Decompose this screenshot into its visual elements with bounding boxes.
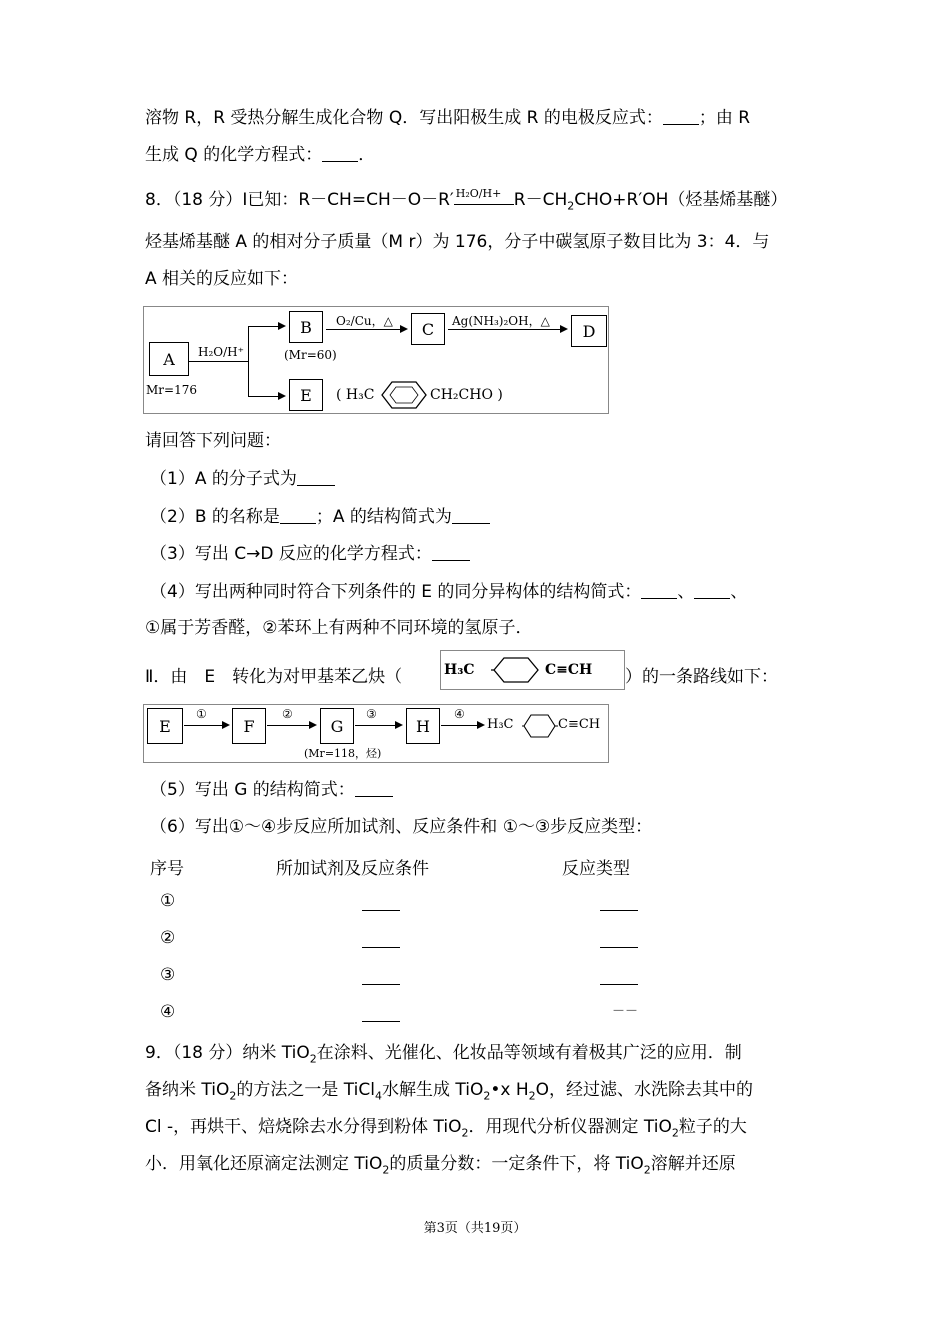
question-8-5: （5）写出 G 的结构简式： <box>150 779 393 801</box>
benzene-ring-icon <box>491 655 541 685</box>
connector-line <box>188 361 248 362</box>
B-mr-label: (Mr=60) <box>284 348 337 362</box>
text-line: 生成 Q 的化学方程式： ． <box>145 145 376 165</box>
reaction-type-na: －－ <box>612 1004 639 1019</box>
E-structure-right: CH₂CHO ) <box>430 387 503 403</box>
reaction-scheme-2 <box>143 704 609 763</box>
answer-blank <box>432 544 470 561</box>
answer-blank <box>362 1005 400 1022</box>
answer-blank <box>641 582 677 599</box>
table-header-number: 序号 <box>150 859 184 879</box>
arrow <box>184 725 228 726</box>
answer-blank <box>362 894 400 911</box>
answer-blank <box>663 108 699 125</box>
question-8-2: （2）B 的名称是 ；A 的结构简式为 <box>150 506 490 528</box>
answer-blank <box>362 931 400 948</box>
part-2-intro-tail: ）的一条路线如下： <box>625 667 778 687</box>
E-structure-left: ( H₃C <box>336 387 375 403</box>
compound-C-box: C <box>411 313 445 345</box>
arrow <box>355 725 401 726</box>
question-9-line-1: 9．（18 分）纳米 TiO$_2$在涂料、光催化、化妆品等领域有着极其广泛的应用．制 <box>145 1043 742 1066</box>
answer-blank <box>322 145 358 162</box>
step-label: ② <box>282 707 293 721</box>
arrow <box>441 725 483 726</box>
table-row-number: ④ <box>160 1002 176 1022</box>
compound-B-box: B <box>289 311 323 343</box>
table-row-number: ① <box>160 891 176 911</box>
question-8-1: （1）A 的分子式为 <box>150 468 335 490</box>
arrow <box>448 329 566 330</box>
arrow <box>267 725 315 726</box>
compound-E-box: E <box>289 379 323 411</box>
table-header-type: 反应类型 <box>562 859 630 879</box>
page-footer: 第3页（共19页） <box>423 1221 527 1236</box>
answer-blank <box>362 968 400 985</box>
product-left: H₃C <box>487 717 514 732</box>
question-8-4-conditions: ①属于芳香醛，②苯环上有两种不同环境的氢原子． <box>145 618 533 638</box>
text-line: A 相关的反应如下： <box>145 269 299 289</box>
arrow <box>248 396 284 397</box>
benzene-ring-icon <box>380 379 428 411</box>
question-8-4: （4）写出两种同时符合下列条件的 E 的同分异构体的结构简式： 、 、 <box>150 582 748 602</box>
step-label: ① <box>196 707 207 721</box>
question-9-line-4: 小．用氧化还原滴定法测定 TiO$_2$的质量分数：一定条件下，将 TiO$_2$溶解并还原 <box>145 1154 736 1177</box>
compound-D-box: D <box>571 315 607 347</box>
question-8-header: 8．（18 分）Ⅰ已知：R－CH=CH－O－R′ H₂O/H+ $R-CH_2CHO+R'OH$（烃基烯基醚） <box>145 187 788 213</box>
question-9-line-3: Cl -，再烘干、焙烧除去水分得到粉体 TiO$_2$．用现代分析仪器测定 TiO$_2$粒子的大 <box>145 1117 747 1140</box>
product-structure-box: H₃C C≡CH <box>440 650 625 690</box>
step-label: ④ <box>454 707 465 721</box>
text-line: 溶物 R，R 受热分解生成化合物 Q．写出阳极生成 R 的电极反应式： ；由 R <box>145 108 751 128</box>
reagent-label: Ag(NH₃)₂OH，△ <box>452 314 550 328</box>
step-label: ③ <box>366 707 377 721</box>
benzene-ring-icon <box>522 713 558 739</box>
answer-blank <box>297 469 335 486</box>
compound-A-box: A <box>149 342 189 376</box>
reaction-arrow: H₂O/H+ <box>454 192 514 205</box>
answer-blank <box>600 968 638 985</box>
part-2-intro: Ⅱ．由 E 转化为对甲基苯乙炔（ <box>145 667 403 687</box>
connector-line <box>248 326 249 396</box>
answer-blank <box>694 582 730 599</box>
text-line: 烃基烯基醚 A 的相对分子质量（M r）为 176，分子中碳氢原子数目比为 3：4．与 <box>145 232 770 252</box>
compound-F-box: F <box>232 708 266 744</box>
answer-blank <box>280 507 316 524</box>
answer-blank <box>355 780 393 797</box>
reaction-scheme-1 <box>143 306 609 414</box>
compound-H-box: H <box>406 708 440 744</box>
arrow <box>248 326 284 327</box>
compound-G-box: G <box>320 708 354 744</box>
A-mr-label: Mr=176 <box>146 383 197 397</box>
question-8-6: （6）写出①～④步反应所加试剂、反应条件和 ①～③步反应类型： <box>150 817 653 837</box>
answer-blank <box>600 931 638 948</box>
compound-E-box: E <box>147 708 183 744</box>
G-mr-label: (Mr=118，烃) <box>304 747 382 760</box>
reagent-label: H₂O/H⁺ <box>198 345 244 359</box>
table-row-number: ② <box>160 928 176 948</box>
product-right: C≡CH <box>558 717 601 732</box>
table-header-reagents: 所加试剂及反应条件 <box>276 859 429 879</box>
question-8-3: （3）写出 C→D 反应的化学方程式： <box>150 543 470 565</box>
answer-blank <box>600 894 638 911</box>
table-row-number: ③ <box>160 965 176 985</box>
prompt-text: 请回答下列问题： <box>145 431 281 451</box>
question-9-line-2: 备纳米 TiO$_2$的方法之一是 TiCl$_4$水解生成 TiO$_2$•x $H_2O$，经过滤、水洗除去其中的 <box>145 1080 754 1103</box>
answer-blank <box>452 507 490 524</box>
arrow <box>326 329 406 330</box>
reagent-label: O₂/Cu，△ <box>336 314 393 328</box>
